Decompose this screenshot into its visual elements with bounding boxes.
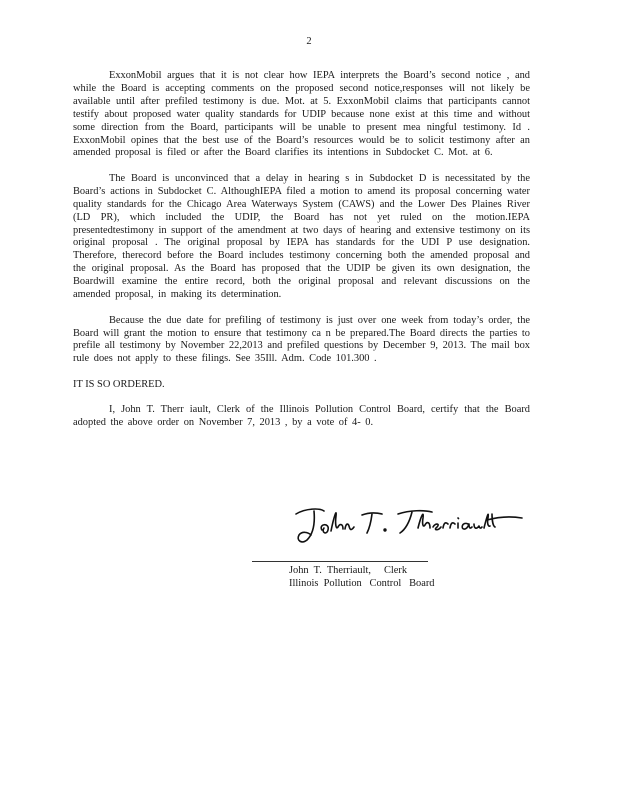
- page-number: 2: [306, 36, 312, 47]
- clerk-name: John T. Therriault, Clerk: [289, 565, 408, 576]
- clerk-certification: I, John T. Therr iault, Clerk of the Illinois Pollution Control Board, certify that the Board adopted the above order on November 7, 2013 , by a vote of 4- 0.: [73, 404, 530, 429]
- order-statement: IT IS SO ORDERED.: [73, 378, 165, 390]
- handwritten-signature: [290, 502, 530, 546]
- signature-block: [252, 502, 532, 592]
- paragraph-board-unconvinced: The Board is unconvinced that a delay in hearing s in Subdocket D is necessitated by the Board’s actions in Subdocket C. AlthoughIEPA filed a motion to amend its proposal concerning water quality standards for the Chicago Area Waterways System (CAWS) and the Lower Des Plaines River (LD PR), which included the UDIP, the Board has not yet ruled on the motion.IEPA presentedtestimony in support of the amendment at two days of hearing and extensive testimony on its original proposal . The original proposal by IEPA has standards for the UDI P use designation. Therefore, therecord before the Board includes testimony concerning both the amended proposal and the original proposal. As the Board has proposed that the UDIP be given its own designation, the Boardwill examine the entire record, both the original proposal and relevant discussions on the amended proposal, in making its determination.: [73, 172, 530, 301]
- signature-line: [252, 561, 428, 562]
- paragraph-exxonmobil-argument: ExxonMobil argues that it is not clear how IEPA interprets the Board’s second notice , and while the Board is accepting comments on the proposed second notice,responses will not likely be available until after prefiled testimony is due. Mot. at 5. ExxonMobil claims that participants cannot testify about proposed water quality standards for UDIP because none exist at this time and without some direction from the Board, participants will be unable to present mea ningful testimony. Id . ExxonMobil opines that the best use of the Board’s resources would be to solicit testimony after an amended proposal is filed or after the Board clarifies its intentions in Subdocket C. Mot. at 6.: [73, 70, 530, 159]
- document-body: [73, 70, 530, 443]
- paragraph-due-date: Because the due date for prefiling of testimony is just over one week from today’s order, the Board will grant the motion to ensure that testimony ca n be prepared.The Board directs the parties to prefile all testimony by November 22,2013 and prefiled questions by December 9, 2013. The mail box rule does not apply to these filings. See 35Ill. Adm. Code 101.300 .: [73, 314, 530, 365]
- clerk-organization: Illinois Pollution Control Board: [289, 578, 435, 589]
